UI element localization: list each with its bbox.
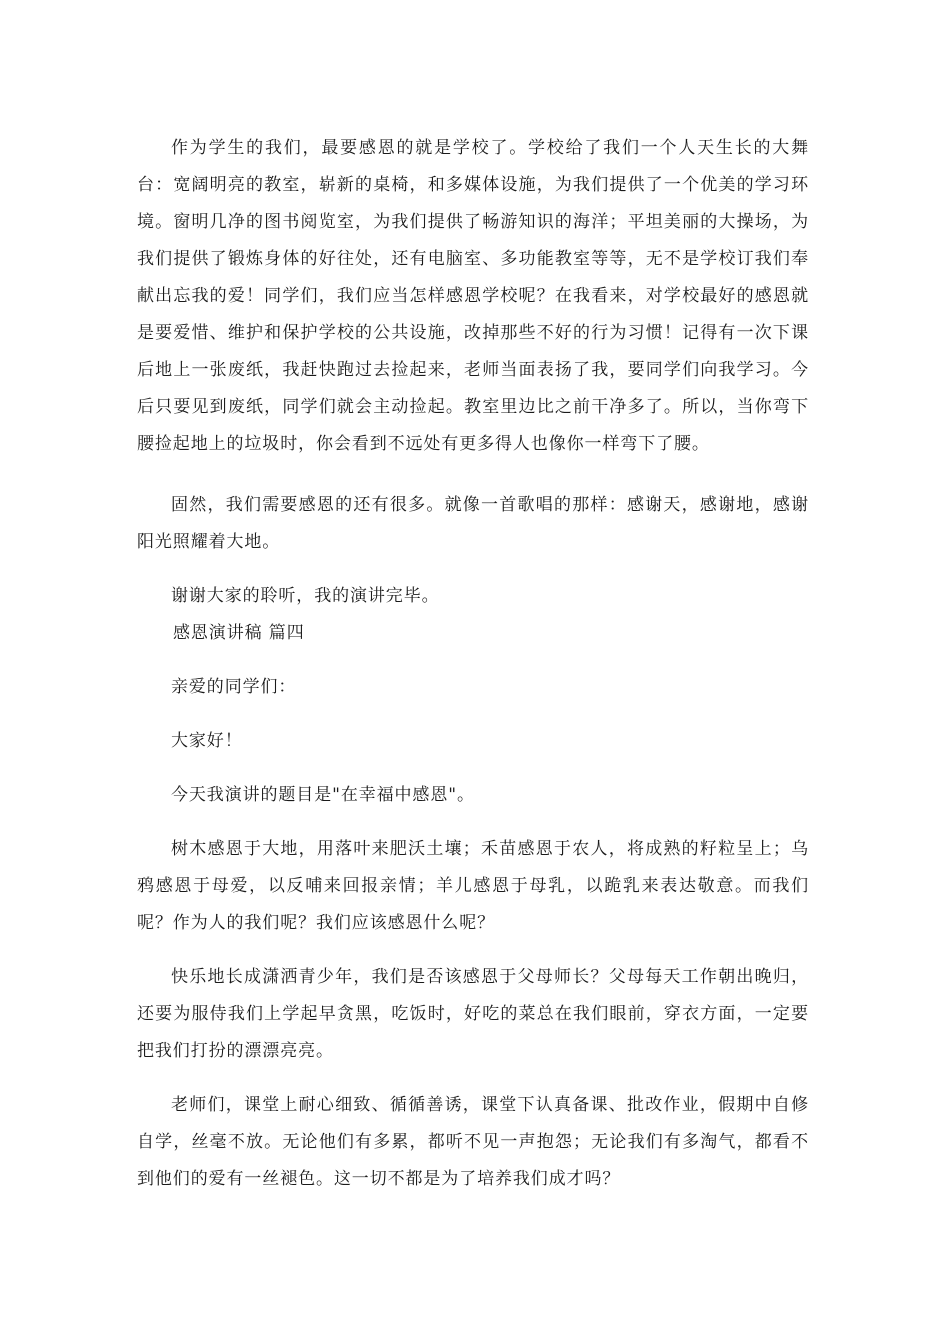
paragraph-school-gratitude: 作为学生的我们，最要感恩的就是学校了。学校给了我们一个人天生长的大舞台：宽阔明亮的教室，崭新的桌椅，和多媒体设施，为我们提供了一个优美的学习环境。窗明几净的图书阅览室，为我们提供了畅游知识的海洋；平坦美丽的大操场，为我们提供了锻炼身体的好往处，还有电脑室、多功能教室等等，无不是学校订我们奉献出忘我的爱！同学们，我们应当怎样感恩学校呢？在我看来，对学校最好的感恩就是要爱惜、维护和保护学校的公共设施，改掉那些不好的行为习惯！记得有一次下课后地上一张废纸，我赶快跑过去捡起来，老师当面表扬了我，要同学们向我学习。今后只要见到废纸，同学们就会主动捡起。教室里边比之前干净多了。所以，当你弯下腰捡起地上的垃圾时，你会看到不远处有更多得人也像你一样弯下了腰。 (137, 138, 809, 454)
paragraph-nature-gratitude: 树木感恩于大地，用落叶来肥沃土壤；禾苗感恩于农人，将成熟的籽粒呈上；乌鸦感恩于母爱，以反哺来回报亲情；羊儿感恩于母乳，以跪乳来表达敬意。而我们呢？作为人的我们呢？我们应该感恩什么呢？ (137, 839, 809, 933)
paragraph-greeting: 亲爱的同学们： (171, 677, 297, 697)
document-page (137, 130, 809, 1198)
paragraph-parents: 快乐地长成潇洒青少年，我们是否该感恩于父母师长？父母每天工作朝出晚归，还要为服侍我们上学起早贪黑，吃饭时，好吃的菜总在我们眼前，穿衣方面，一定要把我们打扮的漂漂亮亮。 (137, 967, 809, 1061)
paragraph-closing: 谢谢大家的聆听，我的演讲完毕。 (171, 586, 440, 606)
paragraph-thank-heaven: 固然，我们需要感恩的还有很多。就像一首歌唱的那样：感谢天，感谢地，感谢阳光照耀着大地。 (137, 495, 809, 552)
section-heading: 感恩演讲稿 篇四 (173, 623, 305, 643)
paragraph-hello: 大家好！ (171, 731, 243, 751)
paragraph-teachers: 老师们，课堂上耐心细致、循循善诱，课堂下认真备课、批改作业，假期中自修自学，丝毫不放。无论他们有多累，都听不见一声抱怨；无论我们有多淘气，都看不到他们的爱有一丝褪色。这一切不都是为了培养我们成才吗？ (137, 1095, 809, 1189)
paragraph-title: 今天我演讲的题目是"在幸福中感恩"。 (171, 785, 475, 805)
